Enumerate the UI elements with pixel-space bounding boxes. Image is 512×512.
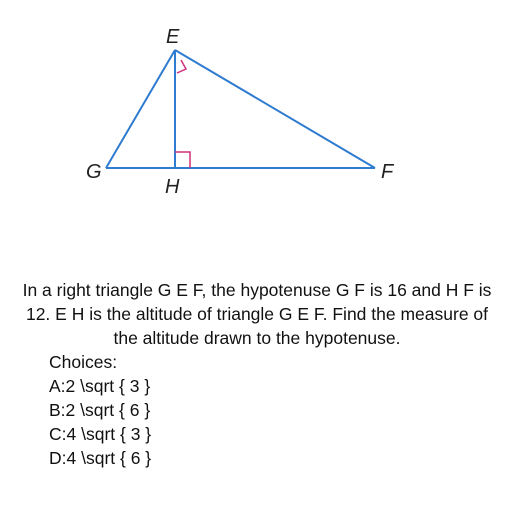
choice-a: A:2 \sqrt { 3 } bbox=[49, 376, 151, 396]
vertex-label-h: H bbox=[165, 176, 180, 198]
choices-block bbox=[49, 350, 492, 470]
triangle-diagram bbox=[0, 0, 512, 220]
choice-b: B:2 \sqrt { 6 } bbox=[49, 400, 151, 420]
choice-d: D:4 \sqrt { 6 } bbox=[49, 448, 152, 468]
vertex-label-e: E bbox=[166, 26, 180, 48]
segment-ef bbox=[175, 50, 375, 168]
problem-text: In a right triangle G E F, the hypotenuse G F is 16 and H F is 12. E H is the altitude of triangle G E F. Find the measure of the altitude drawn to the hypotenuse. bbox=[22, 280, 492, 348]
vertex-label-f: F bbox=[381, 161, 394, 183]
right-angle-mark-e bbox=[177, 60, 186, 73]
vertex-label-g: G bbox=[86, 161, 102, 183]
segment-ge bbox=[106, 50, 175, 168]
choices-label: Choices: bbox=[49, 352, 118, 372]
right-angle-mark-h bbox=[175, 152, 190, 168]
question-block bbox=[22, 278, 492, 470]
triangle-lines bbox=[106, 50, 375, 168]
choice-c: C:4 \sqrt { 3 } bbox=[49, 424, 152, 444]
